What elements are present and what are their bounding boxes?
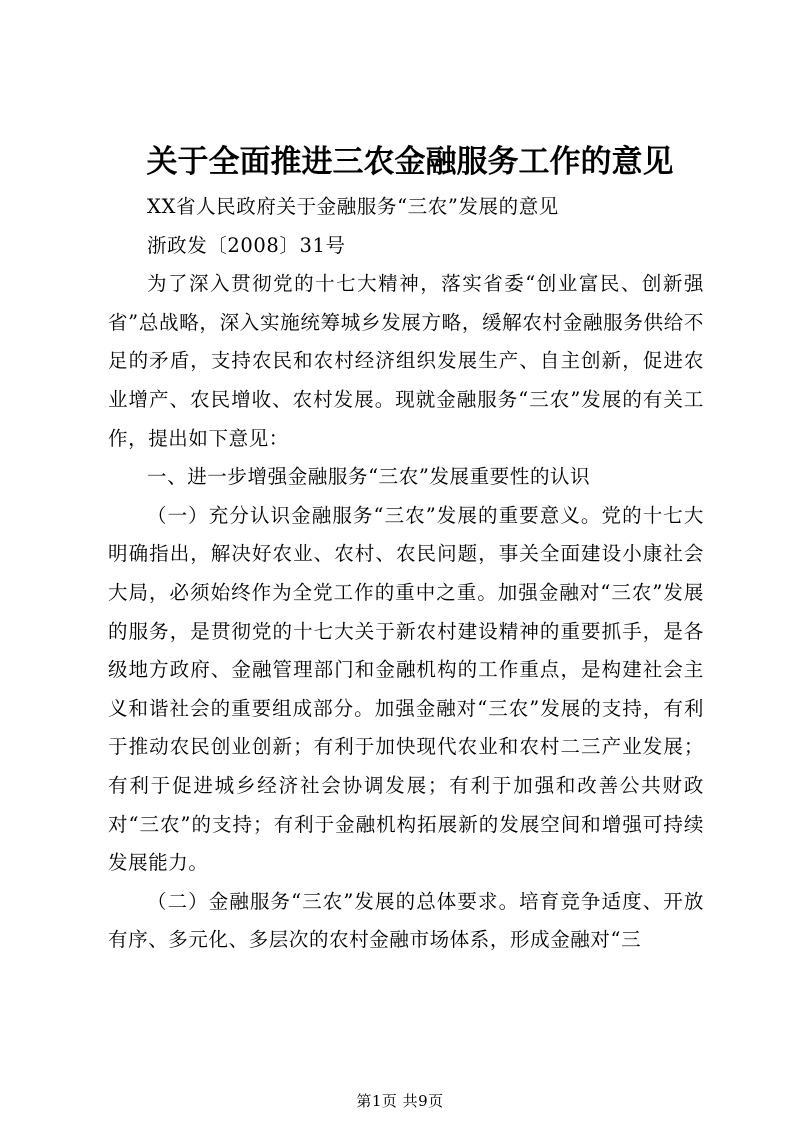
issuer-line: XX省人民政府关于金融服务“三农”发展的意见 bbox=[147, 195, 559, 218]
document-body bbox=[108, 188, 704, 960]
document-number: 浙政发〔2008〕31号 bbox=[147, 233, 346, 257]
intro-paragraph: 为了深入贯彻党的十七大精神，落实省委“创业富民、创新强省”总战略，深入实施统筹城乡发展方略，缓解农村金融服务供给不足的矛盾，支持农民和农村经济组织发展生产、自主创新，促进农业增产、农民增收、农村发展。现就金融服务“三农”发展的有关工作，提出如下意见： bbox=[108, 272, 704, 450]
document-title: 关于全面推进三农金融服务工作的意见 bbox=[146, 144, 674, 180]
section-heading-1: 一、进一步增强金融服务“三农”发展重要性的认识 bbox=[147, 465, 591, 489]
page-footer: 第1页 共9页 bbox=[356, 1092, 444, 1110]
paragraph-1-1: （一）充分认识金融服务“三农”发展的重要意义。党的十七大明确指出，解决好农业、农村、农民问题，事关全面建设小康社会大局，必须始终作为全党工作的重中之重。加强金融对“三农”发展的服务，是贯彻党的十七大关于新农村建设精神的重要抓手，是各级地方政府、金融管理部门和金融机构的工作重点，是构建社会主义和谐社会的重要组成部分。加强金融对“三农”发展的支持，有利于推动农民创业创新；有利于加快现代农业和农村二三产业发展；有利于促进城乡经济社会协调发展；有利于加强和改善公共财政对“三农”的支持；有利于金融机构拓展新的发展空间和增强可持续发展能力。 bbox=[108, 503, 704, 875]
paragraph-1-2: （二）金融服务“三农”发展的总体要求。培育竞争适度、开放有序、多元化、多层次的农村金融市场体系，形成金融对“三 bbox=[108, 889, 704, 952]
